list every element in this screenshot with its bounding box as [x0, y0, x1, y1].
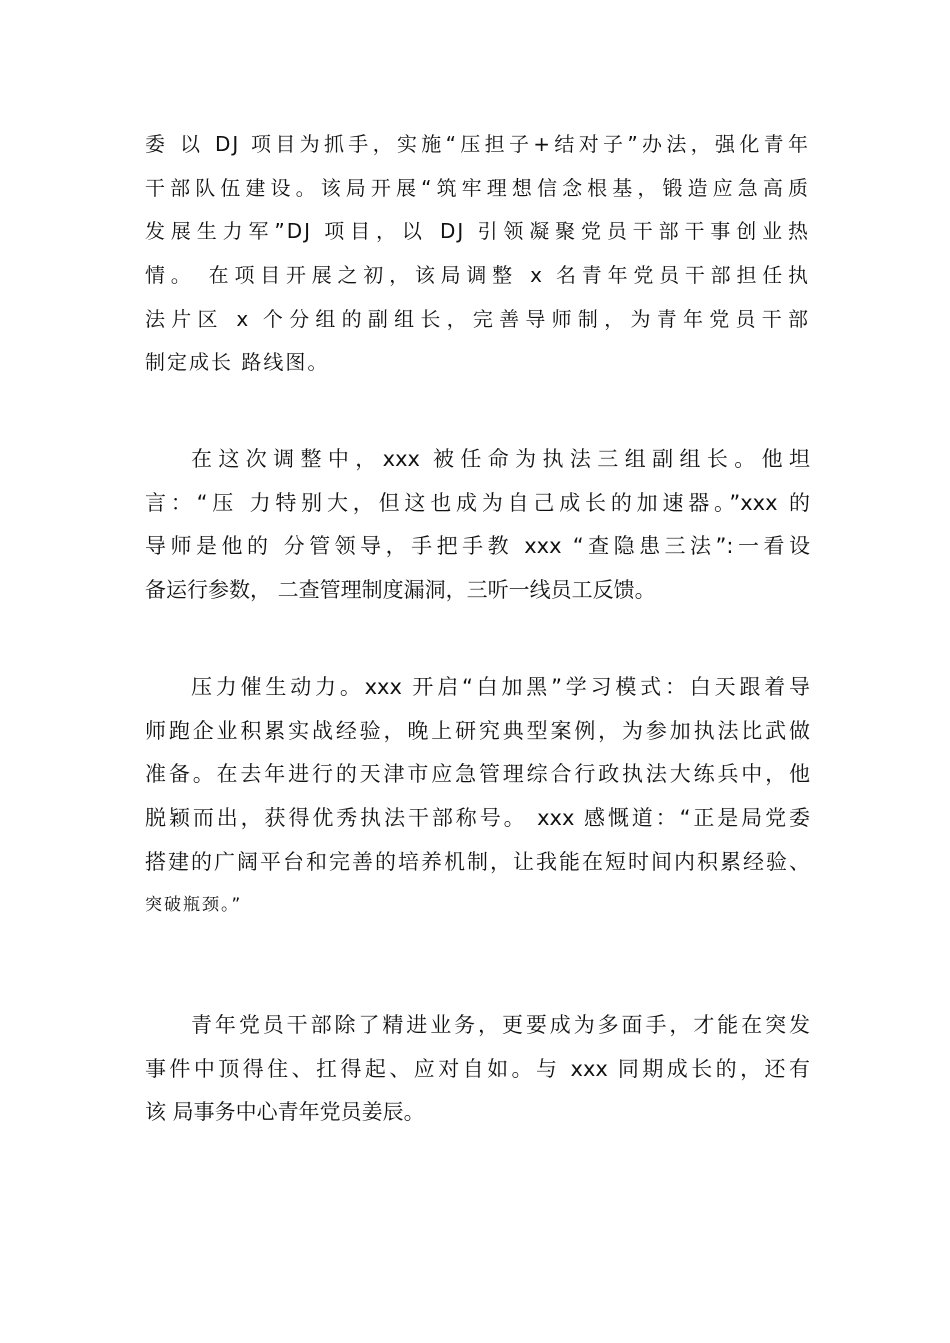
text-line: 制定成长 路线图。 [145, 350, 330, 375]
text-line: 在这次调整中，xxx 被任命为执法三组副组长。他坦 [191, 447, 810, 471]
text-line: 干部队伍建设。该局开展“筑牢理想信念根基，锻造应急高质 [145, 175, 810, 200]
text-line: 事件中顶得住、扛得起、应对自如。与 xxx 同期成长的，还有 [145, 1056, 810, 1081]
text-line: 脱颖而出，获得优秀执法干部称号。 xxx 感慨道：“正是局党委 [145, 806, 810, 831]
text-line: 法片区 x 个分组的副组长，完善导师制，为青年党员干部 [145, 306, 810, 331]
text-line: 情。 在项目开展之初，该局调整 x 名青年党员干部担任执 [145, 263, 810, 288]
paragraph-2 [145, 438, 810, 613]
text-line: 搭建的广阔平台和完善的培养机制，让我能在短时间内积累经验、 [145, 849, 810, 874]
text-line: 青年党员干部除了精进业务，更要成为多面手，才能在突发 [191, 1013, 810, 1037]
text-line: 压力催生动力。xxx 开启“白加黑”学习模式：白天跟着导 [191, 675, 810, 699]
text-line: 准备。在去年进行的天津市应急管理综合行政执法大练兵中，他 [145, 762, 810, 787]
text-line: 言：“压 力特别大，但这也成为自己成长的加速器。”xxx 的 [145, 490, 810, 515]
text-line: 发展生力军”DJ 项目，以 DJ 引领凝聚党员干部干事创业热 [145, 219, 810, 244]
text-line: 师跑企业积累实战经验，晚上研究典型案例，为参加执法比武做 [145, 718, 810, 743]
text-line: 导师是他的 分管领导，手把手教 xxx “查隐患三法”:一看设 [145, 534, 810, 559]
text-line: 突破瓶颈。” [145, 895, 243, 916]
text-line: 备运行参数， 二查管理制度漏洞，三听一线员工反馈。 [145, 578, 656, 603]
text-line: 该 局事务中心青年党员姜辰。 [145, 1100, 425, 1125]
paragraph-1 [145, 123, 810, 385]
paragraph-4 [145, 1004, 810, 1135]
paragraph-3 [145, 666, 810, 928]
text-line: 委 以 DJ 项目为抓手，实施“压担子+结对子”办法，强化青年 [145, 132, 810, 156]
